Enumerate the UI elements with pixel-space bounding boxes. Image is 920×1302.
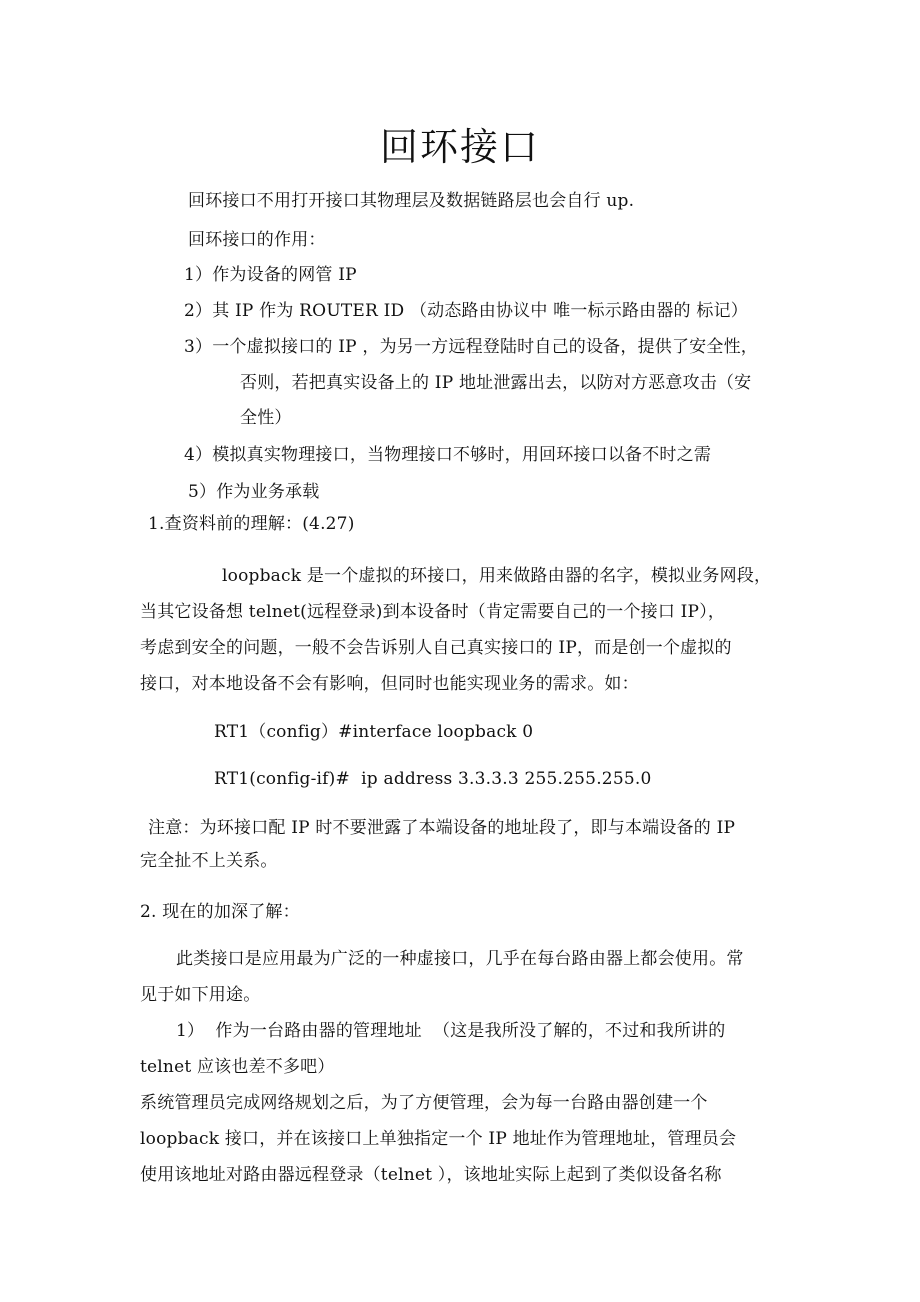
section2-heading: 2. 现在的加深了解： bbox=[140, 902, 300, 922]
use-item-3-cont-2: 全性） bbox=[240, 408, 292, 428]
section1-para-line-2: 当其它设备想 telnet(远程登录)到本设备时（肯定需要自己的一个接口 IP）， bbox=[140, 602, 726, 622]
section2-tail-line-1: 系统管理员完成网络规划之后，为了方便管理，会为每一台路由器创建一个 bbox=[140, 1093, 708, 1113]
use-item-4: 4）模拟真实物理接口，当物理接口不够时，用回环接口以备不时之需 bbox=[184, 445, 712, 465]
intro-line-2: 回环接口的作用： bbox=[188, 230, 326, 250]
section2-tail-line-2: loopback 接口，并在该接口上单独指定一个 IP 地址作为管理地址，管理员会 bbox=[140, 1129, 737, 1149]
use-item-5: 5）作为业务承载 bbox=[188, 482, 320, 502]
section1-heading: 1.查资料前的理解：(4.27) bbox=[148, 514, 355, 534]
use-item-3-cont-1: 否则，若把真实设备上的 IP 地址泄露出去，以防对方恶意攻击（安 bbox=[240, 373, 752, 393]
command-line-1: RT1（config）#interface loopback 0 bbox=[214, 722, 534, 742]
section1-para-line-3: 考虑到安全的问题，一般不会告诉别人自己真实接口的 IP，而是创一个虚拟的 bbox=[140, 638, 732, 658]
section2-para-line-2: 见于如下用途。 bbox=[140, 985, 261, 1005]
use-item-1: 1）作为设备的网管 IP bbox=[184, 265, 357, 285]
command-line-2: RT1(config-if)# ip address 3.3.3.3 255.255.255.0 bbox=[214, 769, 652, 789]
intro-line-1: 回环接口不用打开接口其物理层及数据链路层也会自行 up. bbox=[188, 191, 635, 211]
note-line-1: 注意：为环接口配 IP 时不要泄露了本端设备的地址段了，即与本端设备的 IP bbox=[148, 818, 736, 838]
use-item-3: 3）一个虚拟接口的 IP ，为另一方远程登陆时自己的设备，提供了安全性， bbox=[184, 337, 758, 357]
section2-para-line-1: 此类接口是应用最为广泛的一种虚接口，几乎在每台路由器上都会使用。常 bbox=[176, 949, 744, 969]
use-item-2: 2）其 IP 作为 ROUTER ID （动态路由协议中 唯一标示路由器的 标记） bbox=[184, 301, 748, 321]
section2-tail-line-3: 使用该地址对路由器远程登录（telnet ），该地址实际上起到了类似设备名称 bbox=[140, 1165, 722, 1185]
page-title: 回环接口 bbox=[379, 125, 540, 169]
section1-para-line-4: 接口，对本地设备不会有影响，但同时也能实现业务的需求。如： bbox=[140, 674, 639, 694]
section2-item1-line-2: telnet 应该也差不多吧） bbox=[140, 1057, 335, 1077]
section2-item1-line-1: 1） 作为一台路由器的管理地址 （这是我所没了解的，不过和我所讲的 bbox=[176, 1021, 726, 1041]
note-line-2: 完全扯不上关系。 bbox=[140, 851, 278, 871]
section1-para-line-1: loopback 是一个虚拟的环接口，用来做路由器的名字，模拟业务网段， bbox=[222, 566, 772, 586]
